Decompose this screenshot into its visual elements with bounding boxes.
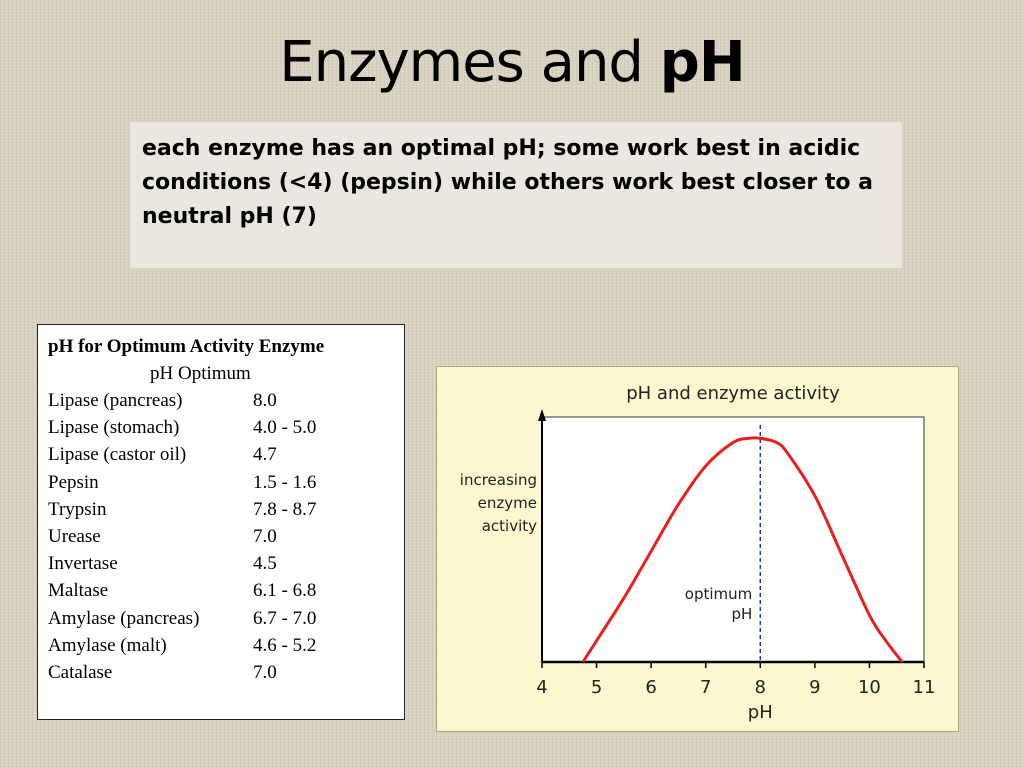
- y-axis-label: enzyme: [477, 494, 537, 512]
- ph-optimum-value: 7.8 - 8.7: [253, 498, 317, 520]
- x-tick-label: 4: [536, 677, 548, 698]
- ph-optimum-value: 4.0 - 5.0: [253, 417, 317, 439]
- plot-area: [542, 417, 924, 662]
- table-header-line2: pH Optimum: [150, 363, 251, 384]
- x-tick-label: 11: [912, 677, 936, 698]
- x-axis-label: pH: [747, 702, 773, 723]
- table-row: [48, 550, 394, 577]
- description-box: [130, 122, 902, 268]
- table-row: [48, 523, 394, 550]
- enzyme-name: Trypsin: [48, 498, 107, 520]
- title-bold: pH: [659, 30, 745, 95]
- optimum-label: optimum: [684, 585, 753, 603]
- slide-title: [0, 30, 1024, 95]
- x-tick-label: 9: [809, 677, 821, 698]
- x-tick-label: 8: [754, 677, 767, 698]
- table-row: [48, 441, 394, 468]
- table-header-line1: pH for Optimum Activity Enzyme: [48, 336, 325, 357]
- table-row: [48, 659, 394, 686]
- ph-optimum-value: 4.6 - 5.2: [253, 634, 317, 656]
- table-row: [48, 577, 394, 604]
- y-axis-label: increasing: [459, 471, 537, 489]
- enzyme-name: Pepsin: [48, 471, 99, 493]
- chart-title: pH and enzyme activity: [626, 383, 840, 404]
- ph-optimum-value: 4.7: [253, 444, 277, 466]
- enzyme-ph-table: [37, 324, 405, 720]
- x-tick-label: 6: [645, 677, 657, 698]
- enzyme-name: Amylase (malt): [48, 634, 167, 656]
- enzyme-name: Lipase (castor oil): [48, 444, 187, 466]
- table-rows: [48, 387, 394, 686]
- enzyme-name: Amylase (pancreas): [48, 607, 200, 629]
- y-axis-label: activity: [481, 517, 537, 535]
- enzyme-name: Catalase: [48, 662, 113, 684]
- ph-optimum-value: 6.7 - 7.0: [253, 607, 317, 629]
- description-text: each enzyme has an optimal pH; some work best in acidic conditions (<4) (pepsin) while others work best closer to a neutral pH (7): [142, 136, 874, 229]
- x-tick-label: 7: [699, 677, 712, 698]
- ph-optimum-value: 1.5 - 1.6: [253, 471, 317, 493]
- chart-svg: [437, 367, 960, 733]
- ph-optimum-value: 7.0: [253, 526, 277, 548]
- enzyme-name: Lipase (pancreas): [48, 390, 183, 411]
- table-row: [48, 632, 394, 659]
- table-row: [48, 387, 394, 414]
- enzyme-name: Lipase (stomach): [48, 417, 180, 439]
- enzyme-name: Maltase: [48, 580, 109, 602]
- title-regular: Enzymes and: [279, 30, 643, 95]
- optimum-label: pH: [731, 605, 753, 623]
- table-row: [48, 469, 394, 496]
- x-tick-label: 10: [857, 677, 881, 698]
- ph-optimum-value: 6.1 - 6.8: [253, 580, 317, 602]
- y-axis-arrow: [538, 409, 546, 421]
- enzyme-name: Urease: [48, 526, 101, 548]
- table-row: [48, 496, 394, 523]
- ph-optimum-value: 7.0: [253, 662, 277, 684]
- ph-optimum-value: 4.5: [253, 553, 277, 575]
- ph-activity-chart: [436, 366, 959, 732]
- enzyme-name: Invertase: [48, 553, 118, 575]
- x-tick-label: 5: [590, 677, 603, 698]
- table-row: [48, 414, 394, 441]
- table-row: [48, 605, 394, 632]
- ph-optimum-value: 8.0: [253, 390, 277, 411]
